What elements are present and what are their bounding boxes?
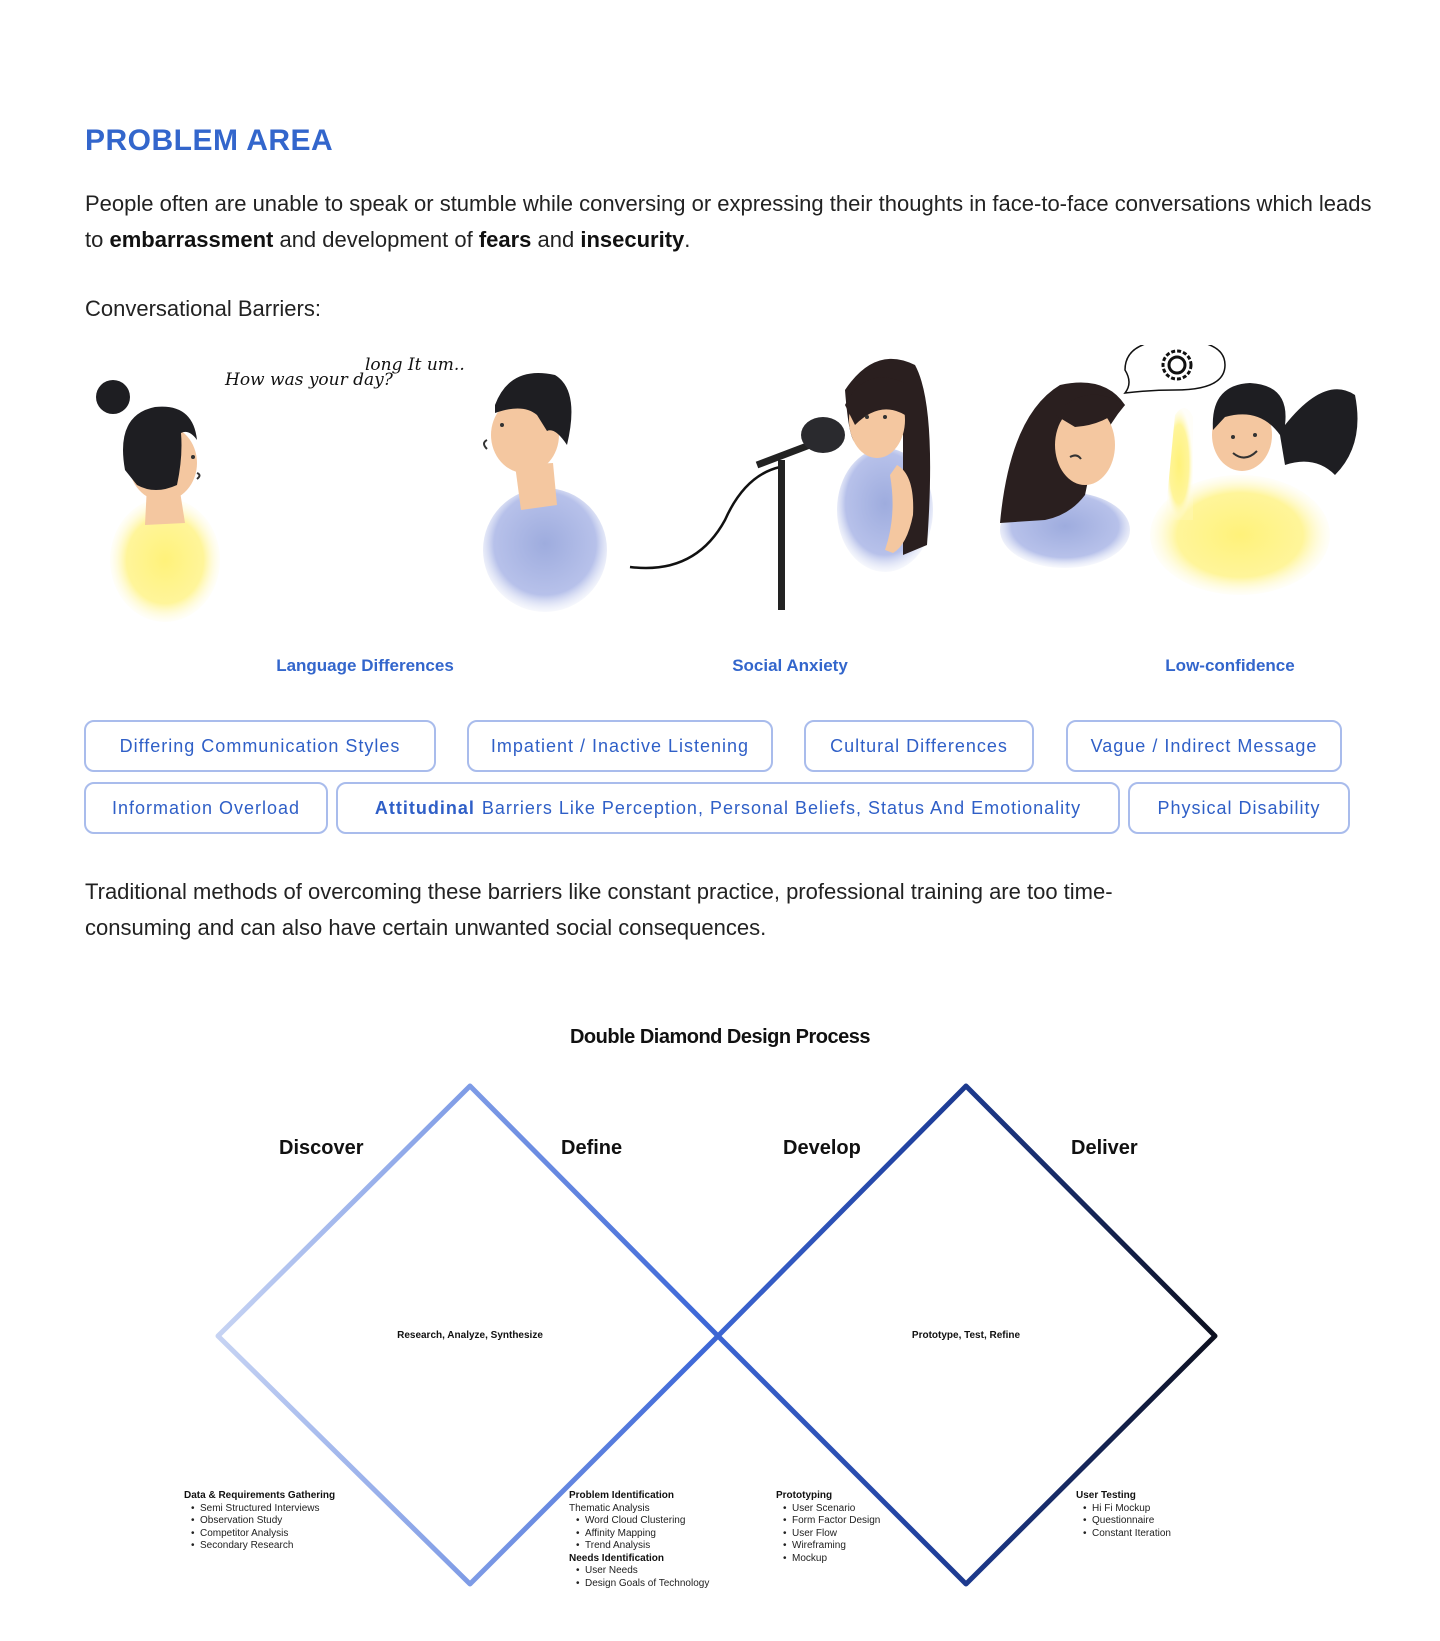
list-item: • User Scenario [792,1503,880,1516]
caption-low-confidence: Low-confidence [1165,656,1295,675]
discover-notes [184,1490,335,1553]
statement-text: and [531,227,581,252]
double-diamond-title: Double Diamond Design Process [569,1026,870,1048]
notes-heading: Data & Requirements Gathering [184,1490,336,1501]
statement-text: . [684,227,691,252]
list-item: • User Flow [792,1528,880,1541]
notes-heading: User Testing [1076,1490,1136,1501]
list-item: • Secondary Research [200,1540,335,1553]
list-item: • Hi Fi Mockup [1092,1503,1171,1516]
diamond1-label: Research, Analyze, Synthesize [397,1330,543,1341]
emphasis-fears: fears [478,227,532,252]
chip-vague-message: Vague / Indirect Message [1066,720,1342,772]
list-item: • Design Goals of Technology [585,1578,709,1591]
list-item: • User Needs [585,1565,709,1578]
chip-differing-communication-styles: Differing Communication Styles [84,720,436,772]
chip-cultural-differences: Cultural Differences [804,720,1034,772]
chip-physical-disability: Physical Disability [1128,782,1350,834]
emphasis-insecurity: insecurity [580,227,685,252]
define-notes [569,1490,709,1590]
deliver-notes [1076,1490,1171,1540]
list-item: • Wireframing [792,1540,880,1553]
list-item: • Affinity Mapping [585,1528,709,1541]
section-heading: PROBLEM AREA [85,124,334,157]
caption-language-differences: Language Differences [276,656,454,675]
phase-define: Define [561,1137,623,1159]
chip-information-overload: Information Overload [84,782,328,834]
notes-heading: Problem Identification [569,1490,675,1501]
chip-attitudinal-text: Barriers Like Perception, Personal Beliefs, Status And Emotionality [481,797,1082,818]
barriers-label: Conversational Barriers: [85,296,321,321]
speech-bubble-2: long It um.. [365,355,465,375]
list-item: • Word Cloud Clustering [585,1515,709,1528]
traditional-methods-text: Traditional methods of overcoming these barriers like constant practice, professional training are too time-consuming and can also have certain unwanted social consequences. [85,879,1113,940]
chip-attitudinal-bold: Attitudinal [374,797,475,818]
list-item: • Semi Structured Interviews [200,1503,335,1516]
caption-social-anxiety: Social Anxiety [732,656,848,675]
phase-discover: Discover [279,1137,364,1159]
diamond2-label: Prototype, Test, Refine [911,1330,1021,1341]
statement-text: and development of [273,227,479,252]
develop-notes [776,1490,880,1565]
list-item: • Observation Study [200,1515,335,1528]
list-item: • Trend Analysis [585,1540,709,1553]
statement-text: People often are unable to speak or stumble while conversing or expressing their thoughts in face-to-face conversations which leads to [85,191,1372,252]
list-item: • Competitor Analysis [200,1528,335,1541]
notes-heading: Needs Identification [569,1552,665,1564]
chip-impatient-listening: Impatient / Inactive Listening [467,720,773,772]
notes-heading: Prototyping [776,1490,833,1501]
list-item: • Form Factor Design [792,1515,880,1528]
notes-subheading: Thematic Analysis [569,1502,650,1514]
list-item: • Constant Iteration [1092,1528,1171,1541]
speech-bubble-1: How was your day? [225,370,393,390]
list-item: • Questionnaire [1092,1515,1171,1528]
emphasis-embarrassment: embarrassment [109,227,274,252]
phase-develop: Develop [783,1137,861,1159]
phase-deliver: Deliver [1071,1137,1138,1159]
list-item: • Mockup [792,1553,880,1566]
